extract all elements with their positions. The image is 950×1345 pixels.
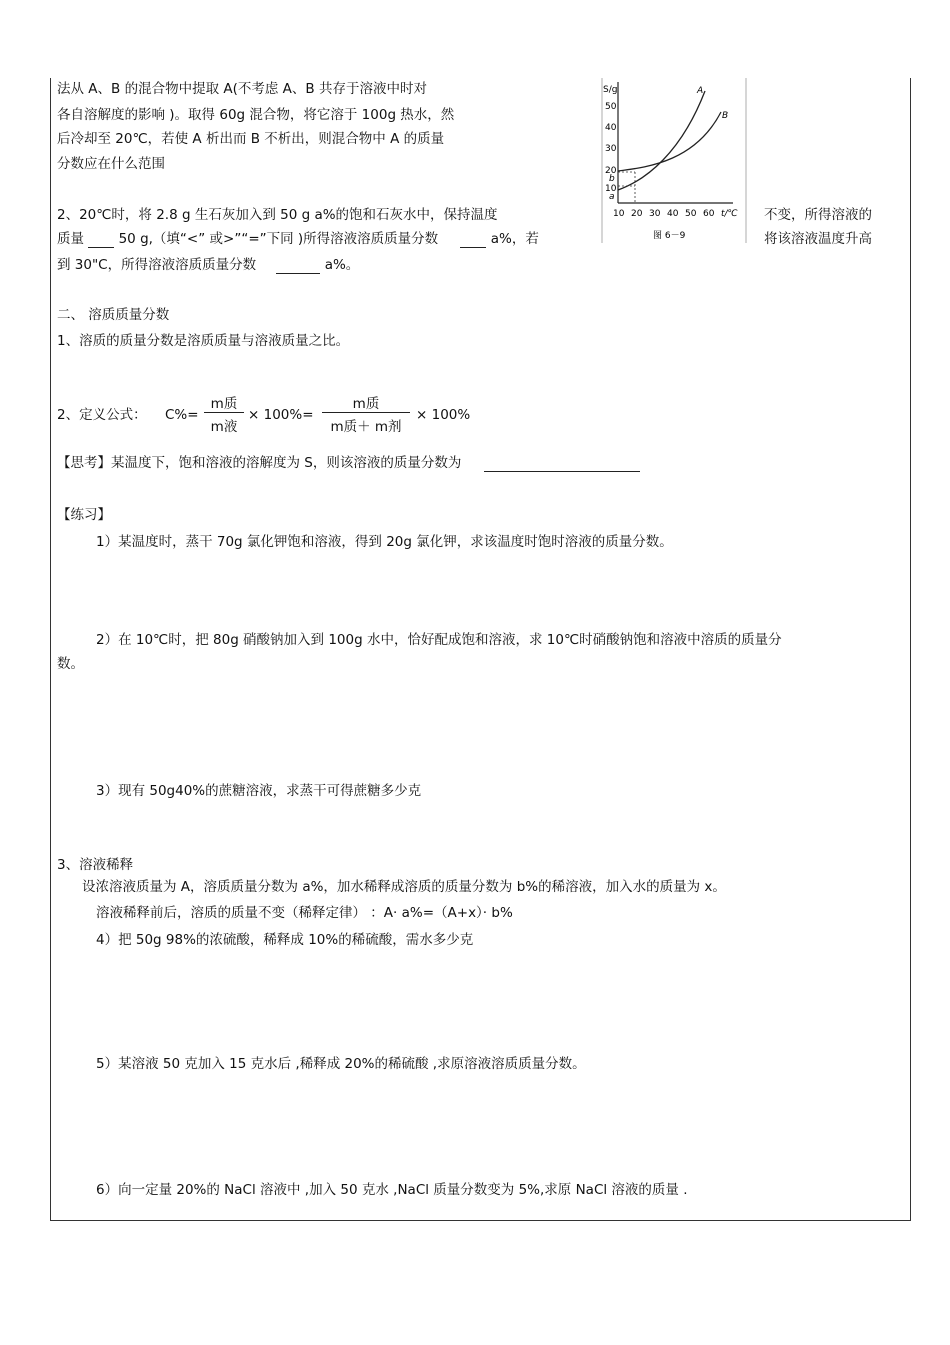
y-tick-label: 30 — [605, 144, 617, 154]
formula-c: C%= — [165, 407, 199, 423]
exercise-5: 5）某溶液 50 克加入 15 克水后 ,稀释成 20%的稀硫酸 ,求原溶液溶质质量分数。 — [96, 1056, 586, 1072]
formula-times-1: × 100%= — [248, 407, 314, 423]
q2-line2b: 50 g,（填“<” 或>”“=”下同 )所得溶液溶质质量分数 — [118, 231, 439, 247]
x-tick-label: 20 — [631, 209, 643, 219]
q2-line3a: 到 30"C，所得溶液溶质质量分数 — [57, 257, 257, 273]
q2-line2c: a%，若 — [490, 231, 539, 247]
curve-a-label: A — [697, 86, 704, 96]
answer-blank[interactable] — [88, 233, 114, 248]
fraction-2-denominator: m质＋ m剂 — [322, 412, 410, 435]
y-tick-label: 20 — [605, 166, 617, 176]
curve-b — [618, 112, 721, 171]
y-axis-label: S/g — [603, 85, 618, 95]
x-tick-label: 10 — [613, 209, 625, 219]
q2-line1b: 不变，所得溶液的 — [764, 207, 872, 223]
problem1-line4: 分数应在什么范围 — [57, 156, 165, 172]
think-prompt: 【思考】某温度下，饱和溶液的溶解度为 S，则该溶液的质量分数为 — [57, 455, 462, 471]
curve-b-label: B — [722, 111, 729, 121]
practice-heading: 【练习】 — [57, 507, 111, 523]
fraction-1-numerator: m质 — [210, 396, 238, 412]
y-tick-label: 50 — [605, 102, 617, 112]
q2-line1a: 2、20℃时，将 2.8 g 生石灰加入到 50 g a%的饱和石灰水中，保持温度 — [57, 207, 498, 223]
problem1-line2: 各自溶解度的影响 )。取得 60g 混合物，将它溶于 100g 热水，然 — [57, 107, 455, 123]
section2-heading: 二、 溶质质量分数 — [57, 307, 170, 323]
answer-blank[interactable] — [484, 457, 640, 472]
answer-blank[interactable] — [276, 259, 320, 274]
worksheet-frame — [50, 78, 911, 1221]
curve-a — [618, 91, 705, 190]
section3-heading: 3、溶液稀释 — [57, 857, 134, 873]
exercise-1: 1）某温度时，蒸干 70g 氯化钾饱和溶液，得到 20g 氯化钾，求该温度时饱时溶液的质量分数。 — [96, 534, 673, 550]
exercise-4: 4）把 50g 98%的浓硫酸，稀释成 10%的稀硫酸，需水多少克 — [96, 932, 474, 948]
figure-caption: 图 6－9 — [653, 231, 686, 241]
fraction-1 — [204, 392, 244, 435]
exercise-2-line2: 数。 — [57, 656, 84, 672]
dilution-law: 溶液稀释前后，溶质的质量不变（稀释定律） ：A· a%=（A+x）· b% — [96, 905, 513, 921]
q2-line3b: a%。 — [324, 257, 360, 273]
x-axis-unit: t/℃ — [721, 209, 738, 219]
fraction-2 — [322, 392, 410, 435]
q2-line2d: 将该溶液温度升高 — [764, 231, 872, 247]
y-mark-a: a — [609, 192, 615, 202]
problem1-line3: 后冷却至 20℃，若使 A 析出而 B 不析出，则混合物中 A 的质量 — [57, 131, 445, 147]
dilution-description: 设浓溶液质量为 A，溶质质量分数为 a%，加水稀释成溶质的质量分数为 b%的稀溶液，加入水的质量为 x。 — [82, 879, 726, 895]
y-mark-b: b — [609, 174, 615, 184]
answer-blank[interactable] — [460, 233, 486, 248]
solubility-figure — [601, 78, 747, 243]
exercise-6: 6）向一定量 20%的 NaCl 溶液中 ,加入 50 克水 ,NaCl 质量分数变为 5%,求原 NaCl 溶液的质量 . — [96, 1182, 688, 1198]
formula-label: 2、定义公式： — [57, 407, 147, 423]
x-tick-label: 40 — [667, 209, 679, 219]
fraction-2-numerator: m质 — [352, 396, 380, 412]
x-tick-label: 30 — [649, 209, 661, 219]
problem1-line1: 法从 A、B 的混合物中提取 A(不考虑 A、B 共存于溶液中时对 — [57, 81, 427, 97]
fraction-1-denominator: m液 — [204, 412, 244, 435]
formula-times-2: × 100% — [416, 407, 471, 423]
q2-line2a: 质量 — [57, 231, 84, 247]
solubility-curve-plot — [601, 78, 747, 243]
exercise-3: 3）现有 50g40%的蔗糖溶液，求蒸干可得蔗糖多少克 — [96, 783, 422, 799]
section2-item1: 1、溶质的质量分数是溶质质量与溶液质量之比。 — [57, 333, 350, 349]
exercise-2-line1: 2）在 10℃时，把 80g 硝酸钠加入到 100g 水中，恰好配成饱和溶液，求 10℃时硝酸钠饱和溶液中溶质的质量分 — [96, 632, 782, 648]
x-tick-label: 50 — [685, 209, 697, 219]
x-tick-label: 60 — [703, 209, 715, 219]
y-tick-label: 10 — [605, 184, 617, 194]
y-tick-label: 40 — [605, 123, 617, 133]
